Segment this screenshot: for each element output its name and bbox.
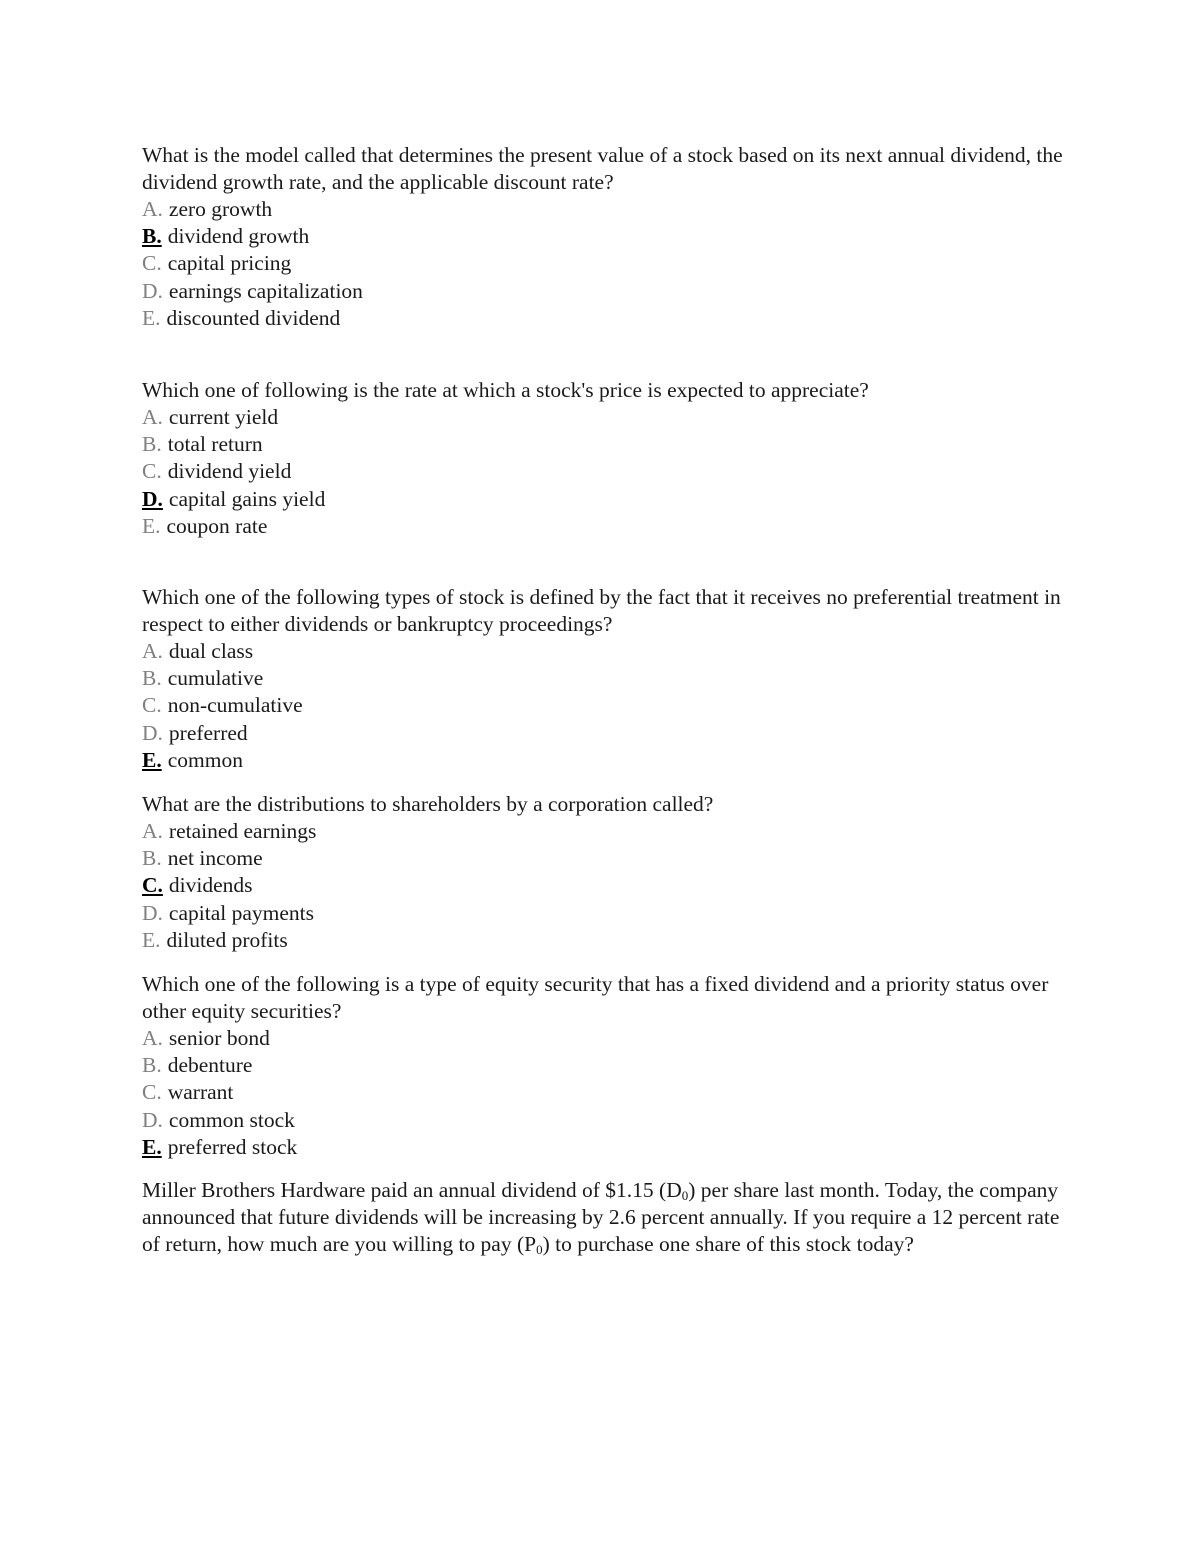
option-letter: D. bbox=[142, 900, 163, 925]
correct-option-letter: E. bbox=[142, 747, 162, 772]
option-letter: A. bbox=[142, 819, 163, 844]
option-d bbox=[142, 278, 1077, 305]
correct-option-letter: E. bbox=[142, 1134, 162, 1159]
option-text: debenture bbox=[167, 1053, 253, 1078]
option-letter: E. bbox=[142, 305, 161, 330]
stem-part: ) to purchase one share of this stock today? bbox=[542, 1232, 914, 1257]
option-letter: C. bbox=[142, 459, 162, 484]
option-text: capital payments bbox=[168, 900, 314, 925]
subscript: 0 bbox=[536, 1242, 543, 1258]
option-list bbox=[142, 404, 1077, 540]
question-stem: Which one of following is the rate at which a stock's price is expected to appreciate? bbox=[142, 378, 869, 403]
option-letter: A. bbox=[142, 639, 163, 664]
option-text: dividend yield bbox=[167, 459, 292, 484]
question-stem: What are the distributions to shareholders by a corporation called? bbox=[142, 792, 714, 817]
option-text: earnings capitalization bbox=[168, 278, 363, 303]
option-d bbox=[142, 486, 1077, 513]
option-text: net income bbox=[167, 846, 263, 871]
question-5 bbox=[142, 971, 1077, 1161]
stem-part: Miller Brothers Hardware paid an annual dividend of $1.15 (D bbox=[142, 1178, 682, 1203]
option-text: dividends bbox=[168, 873, 253, 898]
question-2 bbox=[142, 377, 1077, 540]
option-list bbox=[142, 1025, 1077, 1161]
option-a bbox=[142, 638, 1077, 665]
option-letter: C. bbox=[142, 251, 162, 276]
option-letter: B. bbox=[142, 432, 162, 457]
option-letter: A. bbox=[142, 405, 163, 430]
option-a bbox=[142, 196, 1077, 223]
option-text: dual class bbox=[168, 639, 254, 664]
option-text: total return bbox=[167, 432, 263, 457]
option-letter: A. bbox=[142, 197, 163, 221]
correct-option-letter: C. bbox=[142, 873, 163, 898]
option-letter: E. bbox=[142, 927, 161, 952]
option-a bbox=[142, 404, 1077, 431]
option-letter: B. bbox=[142, 666, 162, 691]
option-d bbox=[142, 720, 1077, 747]
option-text: cumulative bbox=[167, 666, 264, 691]
option-c bbox=[142, 250, 1077, 277]
option-d bbox=[142, 1107, 1077, 1134]
option-letter: E. bbox=[142, 513, 161, 538]
option-c bbox=[142, 458, 1077, 485]
option-text: discounted dividend bbox=[166, 305, 341, 330]
option-text: capital pricing bbox=[167, 251, 292, 276]
option-text: zero growth bbox=[168, 197, 273, 221]
stem-part: ) per share last month. Today, the company announced that future dividends will be increasing by 2.6 percent annually. If you require a 12 percent rate of return, how much are you willing to pay (P bbox=[142, 1178, 1060, 1257]
option-b bbox=[142, 845, 1077, 872]
option-letter: C. bbox=[142, 1080, 162, 1105]
question-3 bbox=[142, 584, 1077, 774]
question-6 bbox=[142, 1177, 1077, 1258]
option-e bbox=[142, 305, 1077, 332]
option-e bbox=[142, 927, 1077, 954]
option-list bbox=[142, 196, 1077, 332]
option-b bbox=[142, 1052, 1077, 1079]
option-list bbox=[142, 818, 1077, 954]
option-text: common stock bbox=[168, 1107, 295, 1132]
question-stem: Which one of the following is a type of equity security that has a fixed dividend and a priority status over other equity securities? bbox=[142, 972, 1049, 1024]
subscript: 0 bbox=[681, 1188, 689, 1204]
option-text: common bbox=[167, 747, 243, 772]
option-text: senior bond bbox=[168, 1026, 270, 1051]
option-text: preferred stock bbox=[167, 1134, 298, 1159]
option-a bbox=[142, 1025, 1077, 1052]
option-letter: D. bbox=[142, 720, 163, 745]
option-letter: B. bbox=[142, 846, 162, 871]
option-e bbox=[142, 513, 1077, 540]
question-stem bbox=[142, 1177, 1077, 1258]
option-text: warrant bbox=[167, 1080, 234, 1105]
option-b bbox=[142, 665, 1077, 692]
correct-option-letter: D. bbox=[142, 486, 163, 511]
option-list bbox=[142, 638, 1077, 774]
option-text: dividend growth bbox=[167, 224, 310, 249]
option-letter: D. bbox=[142, 1107, 163, 1132]
option-text: coupon rate bbox=[166, 513, 268, 538]
option-text: preferred bbox=[168, 720, 248, 745]
correct-option-letter: B. bbox=[142, 224, 162, 249]
question-stem: What is the model called that determines the present value of a stock based on its next annual dividend, the dividend growth rate, and the applicable discount rate? bbox=[142, 143, 1063, 194]
option-letter: B. bbox=[142, 1053, 162, 1078]
option-letter: A. bbox=[142, 1026, 163, 1051]
option-text: capital gains yield bbox=[168, 486, 326, 511]
option-letter: C. bbox=[142, 693, 162, 718]
option-b bbox=[142, 431, 1077, 458]
question-1 bbox=[142, 142, 1077, 332]
option-a bbox=[142, 818, 1077, 845]
option-d bbox=[142, 900, 1077, 927]
question-4 bbox=[142, 791, 1077, 954]
option-text: diluted profits bbox=[166, 927, 288, 952]
option-e bbox=[142, 747, 1077, 774]
option-e bbox=[142, 1134, 1077, 1161]
option-c bbox=[142, 692, 1077, 719]
option-text: retained earnings bbox=[168, 819, 317, 844]
option-c bbox=[142, 1079, 1077, 1106]
option-b bbox=[142, 223, 1077, 250]
option-c bbox=[142, 872, 1077, 899]
document-page bbox=[142, 142, 1077, 1258]
option-letter: D. bbox=[142, 278, 163, 303]
question-stem: Which one of the following types of stock is defined by the fact that it receives no preferential treatment in respect to either dividends or bankruptcy proceedings? bbox=[142, 585, 1061, 637]
option-text: current yield bbox=[168, 405, 279, 430]
option-text: non-cumulative bbox=[167, 693, 303, 718]
